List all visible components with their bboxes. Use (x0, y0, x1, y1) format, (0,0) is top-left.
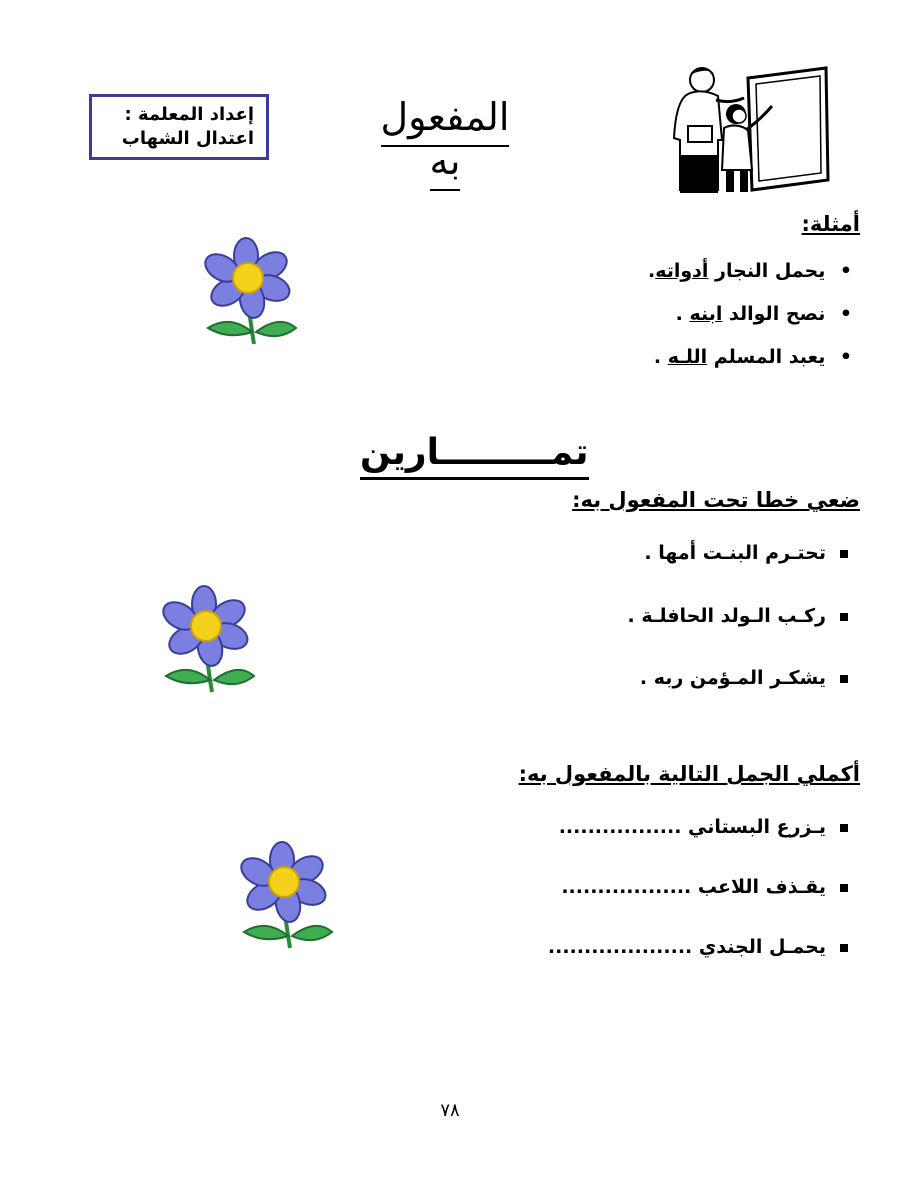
exercise2-heading: أكملي الجمل التالية بالمفعول به: (518, 762, 860, 786)
teacher-student-illustration (660, 60, 835, 195)
examples-heading: أمثلة: (801, 212, 860, 236)
exercise-sentence: يشكـر المـؤمن ربه . (639, 667, 826, 689)
flower-icon (158, 584, 258, 699)
exercise2-item (548, 936, 860, 958)
example-object: اللـه (667, 346, 708, 368)
square-bullet-icon (840, 884, 848, 892)
square-bullet-icon (840, 944, 848, 952)
bullet-dot-icon: • (839, 346, 853, 368)
flower-icon (200, 236, 300, 351)
example-object: أدواته (655, 260, 709, 282)
example-punct: . (647, 260, 656, 282)
example-text: يعبد المسلم (707, 346, 826, 368)
example-item (676, 303, 860, 325)
example-object: ابنه (689, 303, 723, 325)
example-text: يحمل النجار (708, 260, 826, 282)
teacher-name: اعتدال الشهاب (121, 128, 254, 149)
page-title (360, 95, 530, 183)
exercise2-item (561, 876, 860, 898)
teacher-label: إعداد المعلمة : (124, 104, 254, 125)
exercise1-item (640, 667, 860, 689)
exercise-sentence: يقـذف اللاعب .................. (561, 876, 826, 898)
exercise1-heading: ضعي خطا تحت المفعول به: (572, 488, 860, 512)
square-bullet-icon (840, 824, 848, 832)
exercise1-item (644, 542, 860, 564)
exercise-sentence: يـزرع البستاني ................. (558, 816, 826, 838)
exercises-title-text: تمـــــــــارين (360, 432, 589, 480)
example-punct: . (653, 346, 668, 368)
example-item (648, 260, 860, 282)
square-bullet-icon (840, 550, 848, 558)
exercises-title (360, 432, 589, 473)
square-bullet-icon (840, 613, 848, 621)
teacher-credit-box (89, 94, 269, 160)
example-punct: . (675, 303, 690, 325)
exercise-sentence: يحمـل الجندي .................... (547, 936, 826, 958)
exercise1-item (627, 605, 860, 627)
exercise-sentence: ركـب الـولد الحافلـة . (627, 605, 826, 627)
page-title-text: المفعول به (381, 95, 510, 191)
flower-icon (236, 840, 336, 955)
exercise2-item (559, 816, 860, 838)
bullet-dot-icon: • (839, 303, 853, 325)
bullet-dot-icon: • (839, 260, 853, 282)
example-item (654, 346, 860, 368)
square-bullet-icon (840, 675, 848, 683)
example-text: نصح الوالد (722, 303, 826, 325)
page-number: ٧٨ (440, 1100, 460, 1121)
exercise-sentence: تحتـرم البنـت أمها . (644, 542, 826, 564)
